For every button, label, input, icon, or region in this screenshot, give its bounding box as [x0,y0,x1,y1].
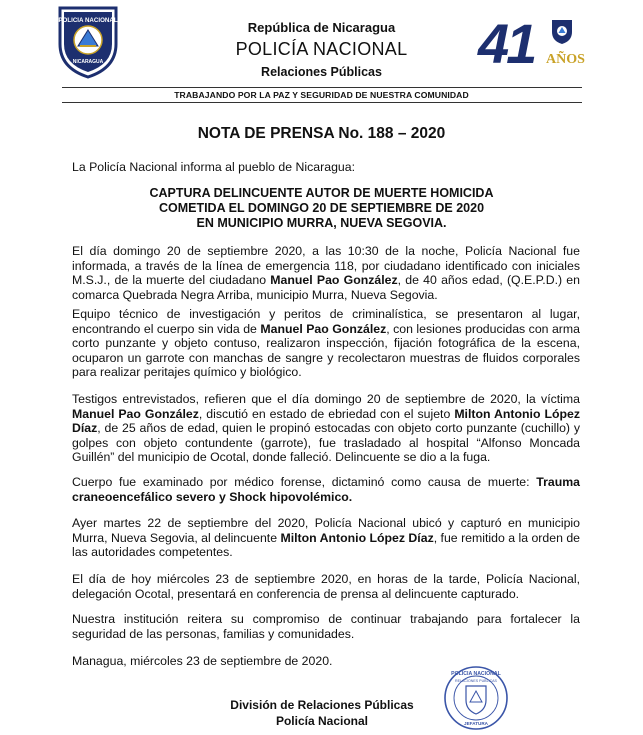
headline-line-1: CAPTURA DELINCUENTE AUTOR DE MUERTE HOMICIDA [149,186,494,200]
mini-shield-icon [550,18,574,46]
header-country: República de Nicaragua [247,20,396,35]
cause-of-death: Trauma craneoencefálico severo y Shock hipovolémico. [72,475,580,504]
svg-text:RELACIONES PUBLICAS: RELACIONES PUBLICAS [455,679,497,683]
signature-institution: Policía Nacional [275,714,369,728]
header-institution: POLICÍA NACIONAL [235,39,408,59]
suspect-name: Milton Antonio López Díaz [280,530,434,545]
closing-date: Managua, miércoles 23 de septiembre de 2020. [72,654,333,668]
svg-text:NICARAGUA: NICARAGUA [72,59,104,65]
signature-division: División de Relaciones Públicas [230,698,414,712]
victim-name: Manuel Pao González [260,321,387,336]
headline-line-3: EN MUNICIPIO MURRA, NUEVA SEGOVIA. [196,216,447,230]
victim-name: Manuel Pao González [72,406,199,421]
header-department: Relaciones Públicas [261,65,382,79]
svg-text:POLICIA NACIONAL: POLICIA NACIONAL [451,671,501,677]
anniversary-logo [474,14,584,78]
paragraph-report: El día domingo 20 de septiembre 2020, a las 10:30 de la noche, Policía Nacional fue informada, a través de la línea de emergencia 118, por ciudadano identificado con iniciales M.S.J., de la muerte del ciudadano Manuel Pao González, de 40 años edad, (Q.E.P.D.) en comarca Quebrada Negra Arriba, municipio Murra, Nueva Segovia. [72,244,580,302]
press-release-title: NOTA DE PRENSA No. 188 – 2020 [197,125,446,142]
paragraph-capture: Ayer martes 22 de septiembre del 2020, Policía Nacional ubicó y capturó en municipio Murra, Nueva Segovia, al delincuente Milton Antonio López Díaz, fue remitido a la orden de las autoridades competentes. [72,516,581,560]
paragraph-inspection: Equipo técnico de investigación y peritos de criminalística, se presentaron al lugar, encontrando el cuerpo sin vida de Manuel Pao González, con lesiones producidas con arma corto punzante y objeto contuso, realizaron inspección, fijación fotográfica de la escena, ocuparon un garrote con manchas de sangre y recolectaron muestras de fluidos corporales para realizar peritajes químico y biológico. [72,307,580,380]
motto-top-rule [62,87,582,88]
paragraph-conference: El día de hoy miércoles 23 de septiembre 2020, en horas de la tarde, Policía Nacional, delegación Ocotal, presentará en conferencia de prensa al delincuente capturado. [72,572,580,601]
paragraph-forensic: Cuerpo fue examinado por médico forense, dictaminó como causa de muerte: Trauma craneoencefálico severo y Shock hipovolémico. [72,475,580,504]
intro-text: La Policía Nacional informa al pueblo de Nicaragua: [72,160,355,174]
victim-name: Manuel Pao González [270,273,398,288]
anniversary-label: AÑOS [546,52,585,67]
paragraph-commitment: Nuestra institución reitera su compromiso de continuar trabajando para fortalecer la seguridad de las personas, familias y comunidades. [72,612,580,641]
official-seal-icon [442,664,510,732]
motto-bottom-rule [62,102,582,103]
svg-text:POLICIA NACIONAL: POLICIA NACIONAL [58,17,118,24]
headline-line-2: COMETIDA EL DOMINGO 20 DE SEPTIEMBRE DE 2020 [158,201,485,215]
paragraph-witnesses: Testigos entrevistados, refieren que el día domingo 20 de septiembre de 2020, la víctima Manuel Pao González, discutió en estado de ebriedad con el sujeto Milton Antonio López Díaz, de 25 años de edad, quien le propinó estocadas con objeto corto punzante (cuchillo) y golpes con objeto contundente (garrote), fue trasladado al hospital “Alfonso Moncada Guillén” del municipio de Ocotal, donde falleció. Delincuente se dio a la fuga. [72,392,580,465]
suspect-name: Milton Antonio López Díaz [72,406,580,436]
svg-text:JEFATURA: JEFATURA [464,721,488,726]
motto: TRABAJANDO POR LA PAZ Y SEGURIDAD DE NUESTRA COMUNIDAD [174,90,469,100]
anniversary-number: 41 [478,12,535,75]
